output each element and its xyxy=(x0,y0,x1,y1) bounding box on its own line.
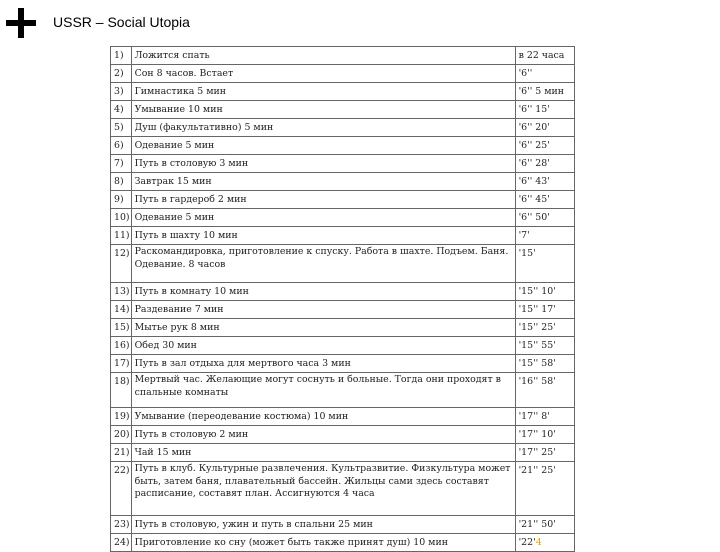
row-activity: Путь в столовую 2 мин xyxy=(131,426,515,444)
table-row xyxy=(111,462,575,516)
row-activity: Завтрак 15 мин xyxy=(131,173,515,191)
row-activity: Путь в столовую 3 мин xyxy=(131,155,515,173)
table-row xyxy=(111,408,575,426)
table-row xyxy=(111,173,575,191)
row-number: 2) xyxy=(111,65,132,83)
table-row xyxy=(111,83,575,101)
row-number: 10) xyxy=(111,209,132,227)
row-time: '6'' 15' xyxy=(515,101,574,119)
row-number: 7) xyxy=(111,155,132,173)
table-row xyxy=(111,337,575,355)
row-time: '6'' 5 мин xyxy=(515,83,574,101)
row-time: '6'' 28' xyxy=(515,155,574,173)
row-activity: Душ (факультативно) 5 мин xyxy=(131,119,515,137)
table-row xyxy=(111,534,575,552)
row-number: 14) xyxy=(111,301,132,319)
table-row xyxy=(111,65,575,83)
row-number: 16) xyxy=(111,337,132,355)
row-time: '6'' 45' xyxy=(515,191,574,209)
row-activity: Одевание 5 мин xyxy=(131,209,515,227)
row-number: 12) xyxy=(111,245,132,283)
row-time: '6'' 43' xyxy=(515,173,574,191)
table-row xyxy=(111,209,575,227)
table-row xyxy=(111,245,575,283)
row-number: 4) xyxy=(111,101,132,119)
row-number: 9) xyxy=(111,191,132,209)
row-time: в 22 часа xyxy=(515,47,574,65)
row-time: '15'' 58' xyxy=(515,355,574,373)
row-time: '15'' 17' xyxy=(515,301,574,319)
table-row xyxy=(111,301,575,319)
row-activity: Путь в гардероб 2 мин xyxy=(131,191,515,209)
row-activity: Одевание 5 мин xyxy=(131,137,515,155)
table-row xyxy=(111,155,575,173)
row-number: 6) xyxy=(111,137,132,155)
schedule-table xyxy=(110,46,575,552)
row-activity: Умывание (переодевание костюма) 10 мин xyxy=(131,408,515,426)
row-time: '17'' 10' xyxy=(515,426,574,444)
table-row xyxy=(111,101,575,119)
row-number: 21) xyxy=(111,444,132,462)
row-activity: Ложится спать xyxy=(131,47,515,65)
row-activity: Мытье рук 8 мин xyxy=(131,319,515,337)
row-number: 1) xyxy=(111,47,132,65)
row-time: '17'' 8' xyxy=(515,408,574,426)
row-activity: Путь в комнату 10 мин xyxy=(131,283,515,301)
row-number: 20) xyxy=(111,426,132,444)
row-number: 13) xyxy=(111,283,132,301)
row-activity: Путь в столовую, ужин и путь в спальни 25 мин xyxy=(131,516,515,534)
row-activity: Гимнастика 5 мин xyxy=(131,83,515,101)
row-number: 17) xyxy=(111,355,132,373)
row-time: '15' xyxy=(515,245,574,283)
row-time: '6'' 25' xyxy=(515,137,574,155)
row-activity: Приготовление ко сну (может быть также принят душ) 10 мин xyxy=(131,534,515,552)
row-activity: Сон 8 часов. Встает xyxy=(131,65,515,83)
row-activity: Путь в клуб. Культурные развлечения. Культразвитие. Физкультура может быть, затем баня, плавательный бассейн. Жильцы сами здесь составят расписание, составят план. Ассигнуются 4 часа xyxy=(131,462,515,516)
row-number: 19) xyxy=(111,408,132,426)
row-number: 23) xyxy=(111,516,132,534)
row-time: '21'' 25' xyxy=(515,462,574,516)
row-activity: Раздевание 7 мин xyxy=(131,301,515,319)
row-time: '22'4 xyxy=(515,534,574,552)
row-activity: Мертвый час. Желающие могут соснуть и больные. Тогда они проходят в спальные комнаты xyxy=(131,373,515,408)
row-number: 8) xyxy=(111,173,132,191)
table-row xyxy=(111,444,575,462)
row-number: 22) xyxy=(111,462,132,516)
row-time: '17'' 25' xyxy=(515,444,574,462)
row-activity: Обед 30 мин xyxy=(131,337,515,355)
row-time: '21'' 50' xyxy=(515,516,574,534)
row-time: '7' xyxy=(515,227,574,245)
table-row xyxy=(111,319,575,337)
table-row xyxy=(111,119,575,137)
row-time: '15'' 10' xyxy=(515,283,574,301)
row-number: 3) xyxy=(111,83,132,101)
row-activity: Чай 15 мин xyxy=(131,444,515,462)
table-row xyxy=(111,373,575,408)
row-time: '6'' 50' xyxy=(515,209,574,227)
row-activity: Путь в шахту 10 мин xyxy=(131,227,515,245)
row-time: '6'' 20' xyxy=(515,119,574,137)
slide-title: USSR – Social Utopia xyxy=(53,14,190,30)
table-row xyxy=(111,426,575,444)
row-activity: Путь в зал отдыха для мертвого часа 3 мин xyxy=(131,355,515,373)
plus-icon xyxy=(6,8,36,38)
row-number: 15) xyxy=(111,319,132,337)
table-row xyxy=(111,227,575,245)
table-row xyxy=(111,47,575,65)
row-time: '15'' 25' xyxy=(515,319,574,337)
table-row xyxy=(111,516,575,534)
page-mark: 4 xyxy=(535,537,542,548)
table-row xyxy=(111,355,575,373)
row-time: '6'' xyxy=(515,65,574,83)
row-time: '16'' 58' xyxy=(515,373,574,408)
row-activity: Раскомандировка, приготовление к спуску. Работа в шахте. Подъем. Баня. Одевание. 8 часов xyxy=(131,245,515,283)
row-time: '15'' 55' xyxy=(515,337,574,355)
table-row xyxy=(111,283,575,301)
row-activity: Умывание 10 мин xyxy=(131,101,515,119)
table-row xyxy=(111,191,575,209)
row-number: 18) xyxy=(111,373,132,408)
row-number: 24) xyxy=(111,534,132,552)
table-row xyxy=(111,137,575,155)
row-number: 11) xyxy=(111,227,132,245)
row-number: 5) xyxy=(111,119,132,137)
